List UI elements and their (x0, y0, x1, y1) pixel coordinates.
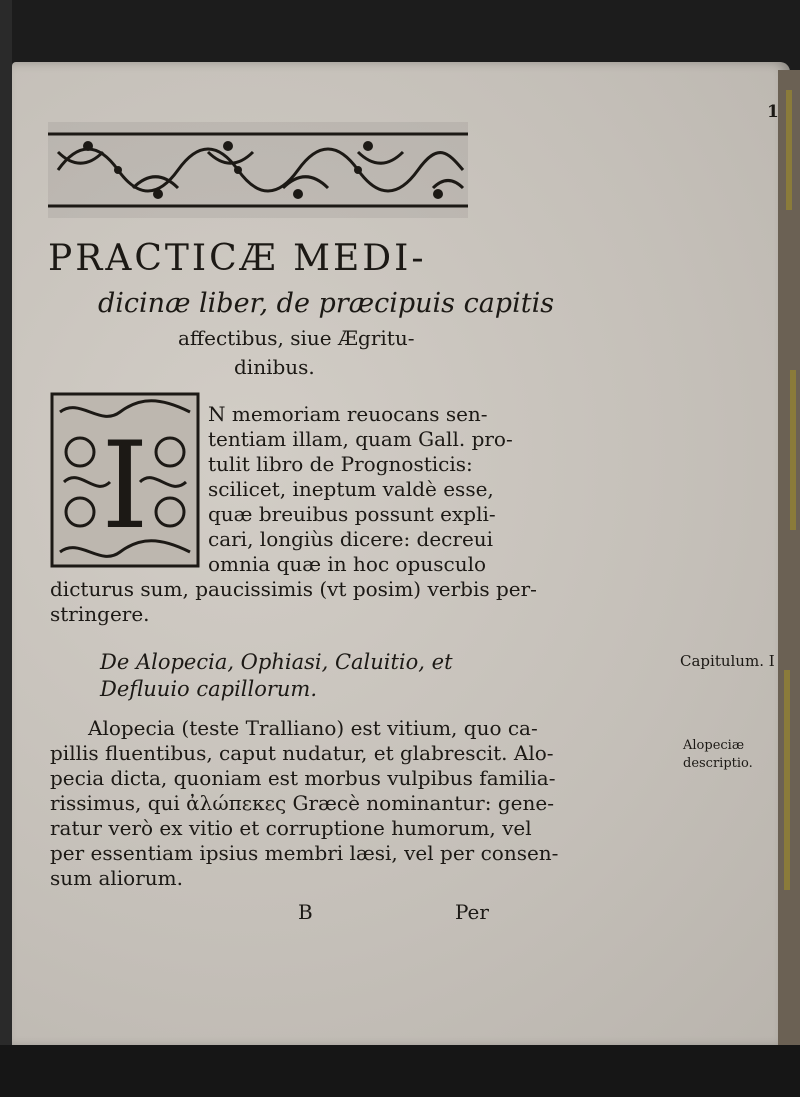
title-line-4: dinibus. (234, 355, 315, 379)
intro-line-9: stringere. (50, 602, 150, 626)
section-heading-line-2: Defluuio capillorum. (100, 677, 318, 701)
intro-line-7: omnia quæ in hoc opusculo (208, 552, 487, 576)
section-line-1: Alopecia (teste Tralliano) est vitium, quo ca- (88, 716, 538, 740)
section-line-6: per essentiam ipsius membri læsi, vel per consen- (50, 841, 559, 865)
margin-note-line-1: Alopeciæ (683, 738, 745, 753)
intro-line-2: tentiam illam, quam Gall. pro- (208, 427, 513, 451)
scan-background-bottom (0, 1045, 800, 1097)
title-line-1: PRACTICÆ MEDI- (48, 238, 427, 279)
decorated-initial (50, 392, 200, 568)
headpiece-ornament (48, 122, 468, 218)
section-line-5: ratur verò ex vitio et corruptione humorum, vel (50, 816, 532, 840)
page-edge-right (778, 70, 800, 1050)
section-line-7: sum aliorum. (50, 866, 183, 890)
intro-line-3: tulit libro de Prognosticis: (208, 452, 473, 476)
scan-background-left (0, 0, 12, 1097)
intro-line-5: quæ breuibus possunt expli- (208, 502, 496, 526)
catchword: Per (455, 900, 489, 924)
intro-line-6: cari, longiùs dicere: decreui (208, 527, 494, 551)
section-line-4: rissimus, qui ἀλώπεκες Græcè nominantur: gene- (50, 791, 554, 815)
page-number: 1 (767, 102, 779, 122)
intro-line-1: N memoriam reuocans sen- (208, 402, 488, 426)
section-heading-line-1: De Alopecia, Ophiasi, Caluitio, et (100, 650, 453, 674)
margin-note-line-2: descriptio. (683, 756, 753, 771)
intro-line-4: scilicet, ineptum valdè esse, (208, 477, 494, 501)
svg-text:I: I (101, 417, 149, 556)
signature-mark: B (298, 900, 313, 924)
intro-line-8: dicturus sum, paucissimis (vt posim) verbis per- (50, 577, 537, 601)
title-line-3: affectibus, siue Ægritu- (178, 326, 415, 350)
section-line-2: pillis fluentibus, caput nudatur, et glabrescit. Alo- (50, 741, 554, 765)
title-line-2: dicinæ liber, de præcipuis capitis (98, 288, 555, 319)
margin-chapter-label: Capitulum. I (680, 652, 775, 670)
section-line-3: pecia dicta, quoniam est morbus vulpibus familia- (50, 766, 556, 790)
scan-background-top (0, 0, 800, 70)
